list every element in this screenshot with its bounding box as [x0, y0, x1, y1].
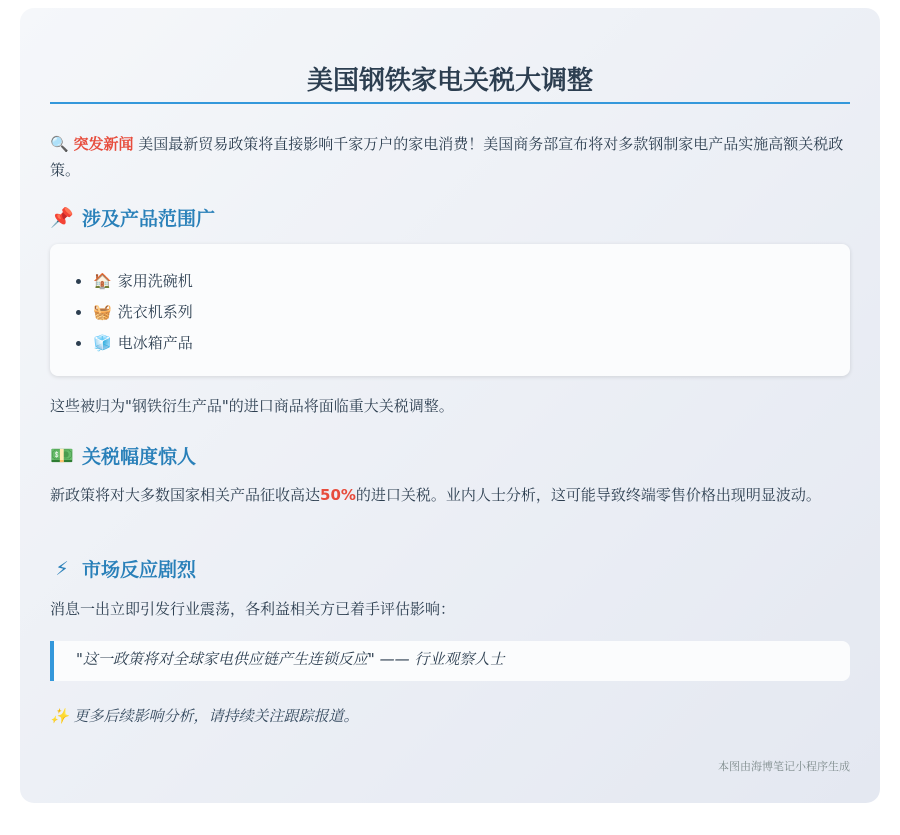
list-item-label: 家用洗碗机 — [117, 272, 193, 290]
list-item — [76, 266, 850, 297]
bullet-dot — [76, 279, 81, 284]
section-heading-label: 涉及产品范围广 — [82, 208, 216, 230]
washer-icon: 🧺 — [93, 303, 112, 321]
pushpin-icon: 📌 — [50, 207, 74, 229]
sparkles-icon: ✨ — [50, 707, 69, 725]
list-item — [76, 328, 850, 359]
tariff-text-before: 新政策将对大多数国家相关产品征收高达 — [50, 486, 321, 504]
intro-paragraph — [50, 131, 850, 183]
closing-text: 更多后续影响分析，请持续关注跟踪报道。 — [73, 707, 359, 725]
closing-paragraph — [50, 703, 850, 729]
product-list — [76, 266, 850, 359]
bullet-dot — [76, 341, 81, 346]
section-heading-market — [50, 555, 196, 582]
bullet-dot — [76, 310, 81, 315]
magnifier-icon: 🔍 — [50, 135, 69, 153]
tariff-paragraph — [50, 482, 850, 508]
list-item-label: 洗衣机系列 — [117, 303, 193, 321]
section-heading-products — [50, 204, 215, 231]
tariff-rate-highlight: 50% — [320, 486, 356, 504]
list-item — [76, 297, 850, 328]
list-item-label: 电冰箱产品 — [117, 334, 193, 352]
intro-text: 美国最新贸易政策将直接影响千家万户的家电消费！美国商务部宣布将对多款钢制家电产品实施高额关税政策。 — [50, 135, 844, 179]
article-card — [20, 8, 880, 803]
market-paragraph: 消息一出立即引发行业震荡，各利益相关方已着手评估影响： — [50, 600, 456, 618]
footer-credit: 本图由海博笔记小程序生成 — [718, 760, 850, 773]
breaking-news-tag: 突发新闻 — [73, 135, 134, 153]
products-note: 这些被归为"钢铁衍生产品"的进口商品将面临重大关税调整。 — [50, 397, 454, 415]
section-heading-label: 关税幅度惊人 — [82, 446, 197, 468]
lightning-icon: ⚡ — [55, 557, 69, 580]
page-title: 美国钢铁家电关税大调整 — [50, 8, 850, 104]
money-icon: 💵 — [50, 445, 74, 467]
product-list-box — [50, 244, 850, 376]
industry-quote: "这一政策将对全球家电供应链产生连锁反应" —— 行业观察人士 — [50, 641, 850, 681]
ice-cube-icon: 🧊 — [93, 334, 112, 352]
section-heading-tariff — [50, 442, 196, 469]
tariff-text-after: 的进口关税。业内人士分析，这可能导致终端零售价格出现明显波动。 — [355, 486, 821, 504]
house-icon: 🏠 — [93, 272, 112, 290]
section-heading-label: 市场反应剧烈 — [82, 559, 197, 581]
